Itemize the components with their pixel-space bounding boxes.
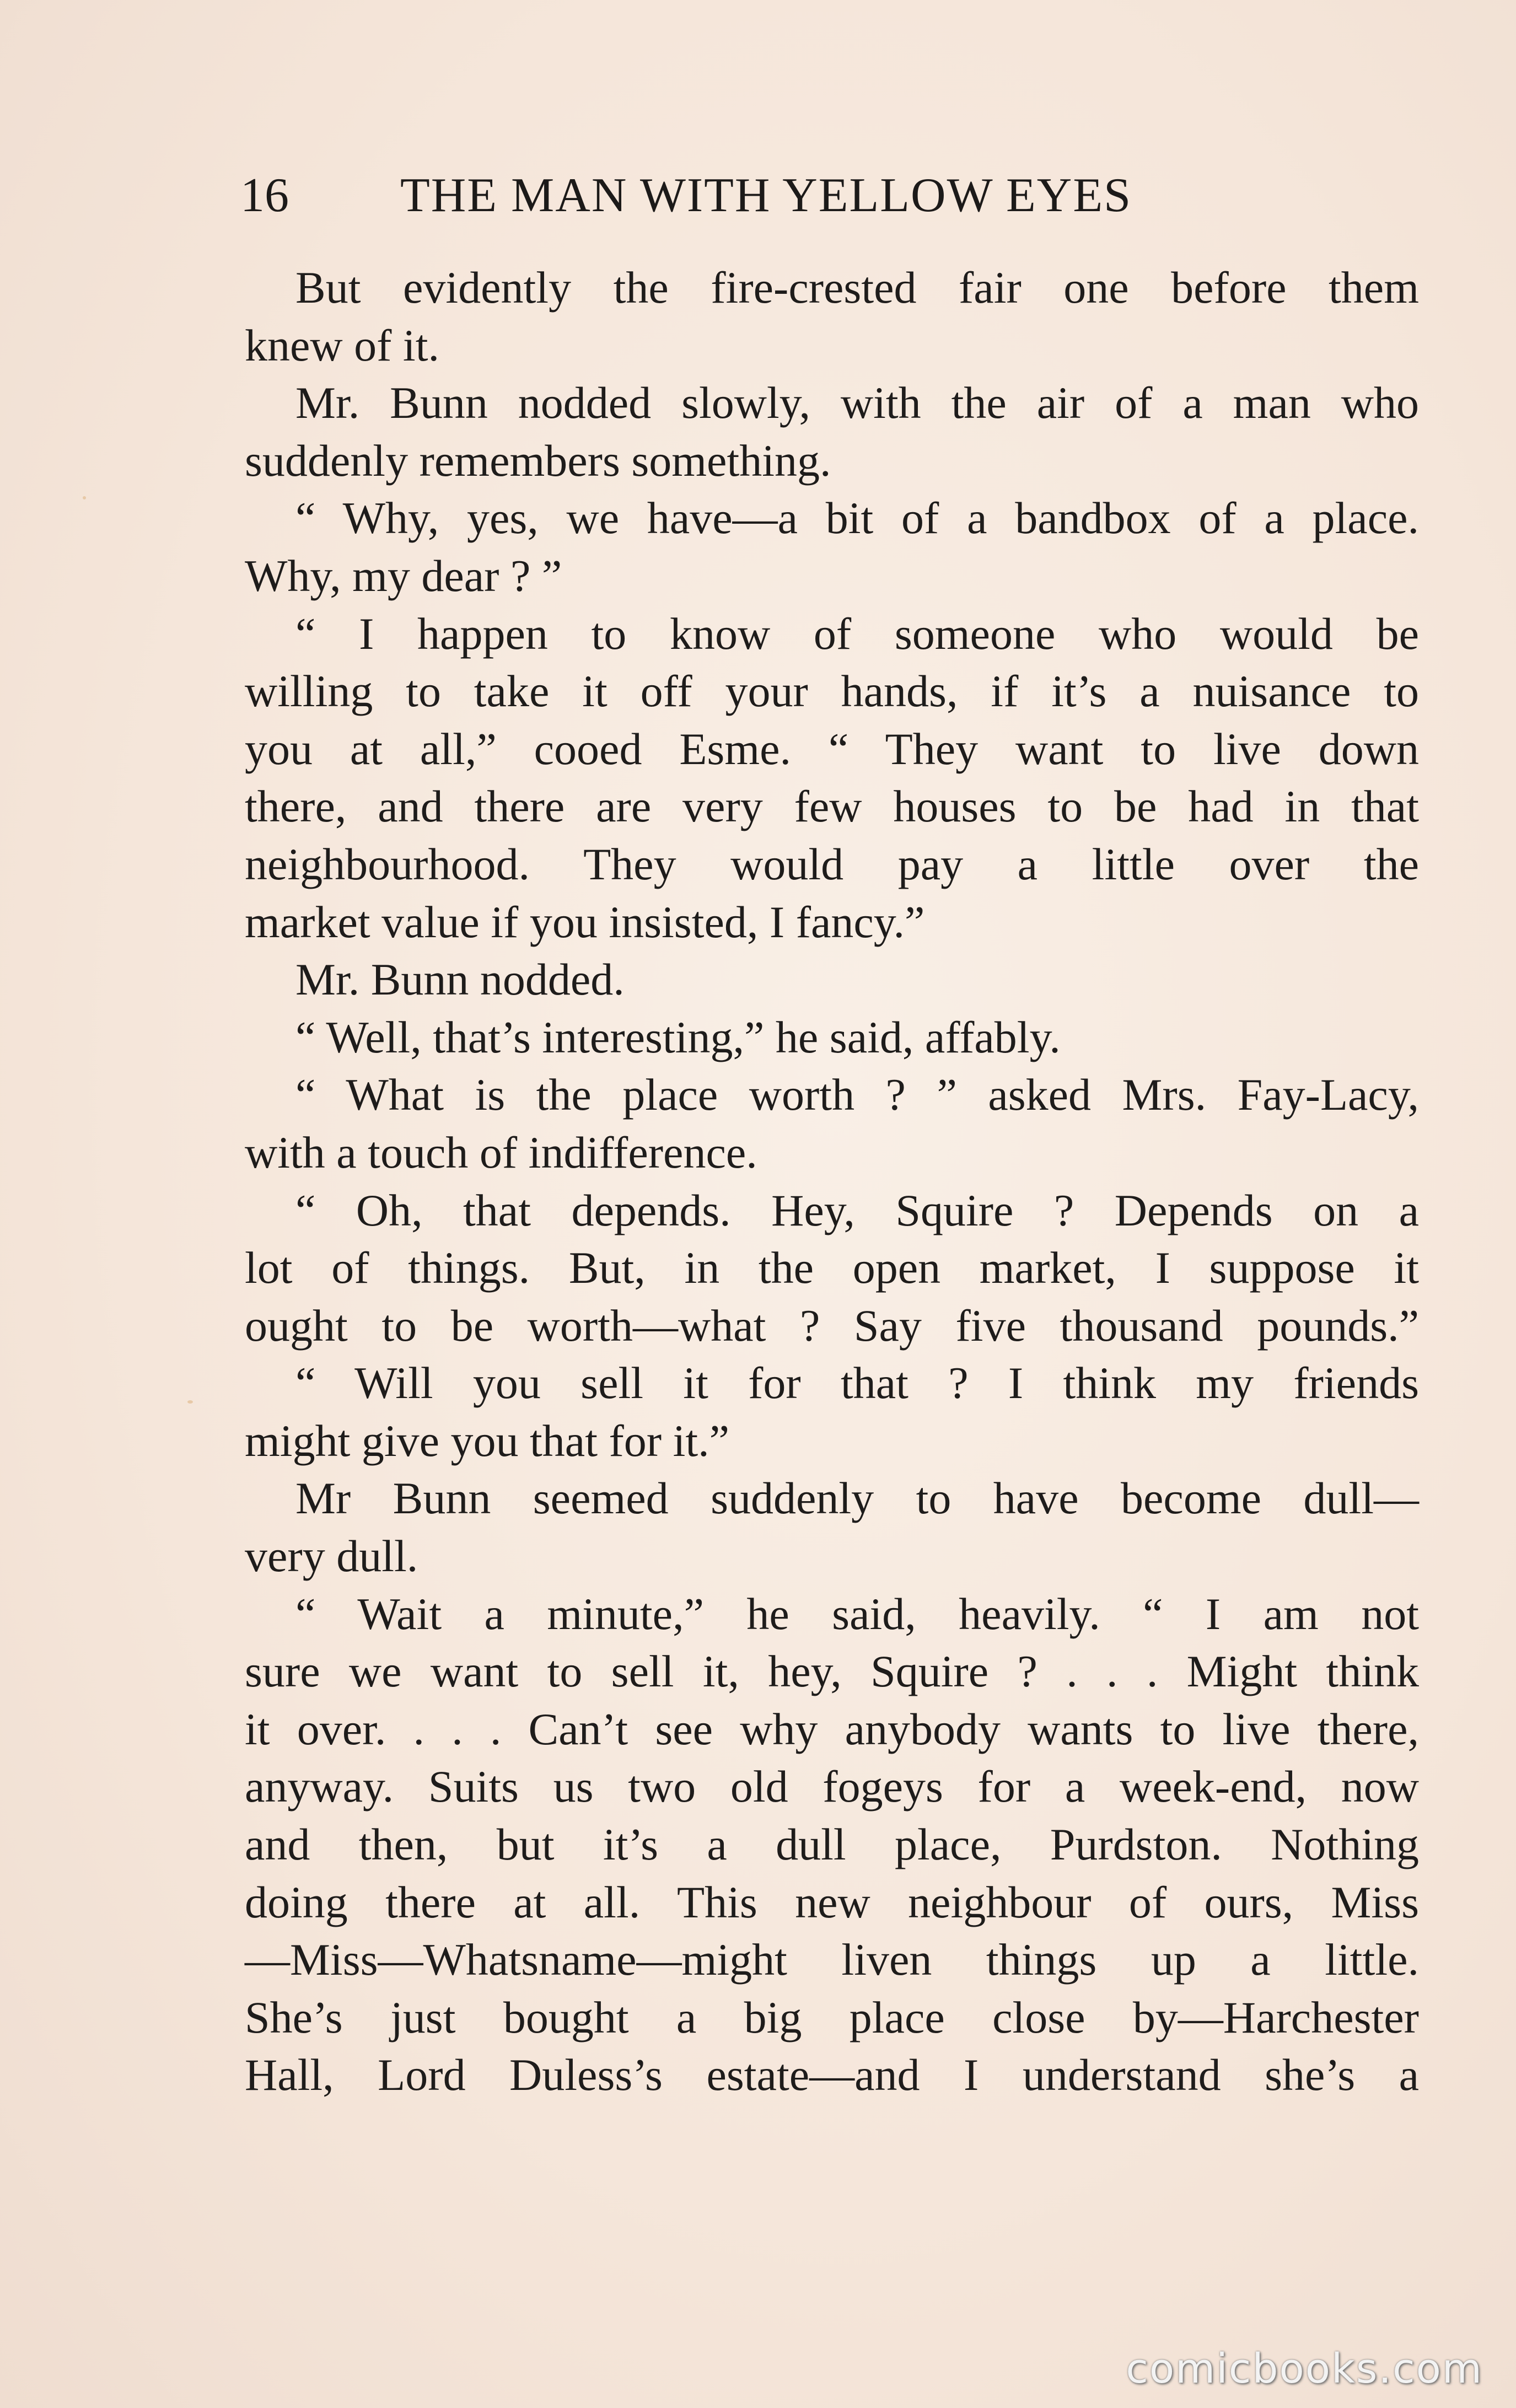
page-header: [240, 165, 1288, 226]
body-text: [245, 259, 1419, 2104]
text-line: Mr. Bunn nodded.: [295, 954, 625, 1005]
text-line: “ Well, that’s interesting,” he said, affably.: [295, 1012, 1061, 1062]
text-line: with a touch of indifference.: [245, 1127, 757, 1178]
paper-speck: [187, 1400, 193, 1404]
paper-speck: [83, 496, 86, 499]
text-line: lot of things. But, in the open market, I suppose it: [245, 1243, 1419, 1293]
text-line: it over. . . . Can’t see why anybody wants to live there,: [245, 1703, 1419, 1754]
text-line: “ What is the place worth ? ” asked Mrs. Fay-Lacy,: [295, 1069, 1419, 1120]
text-line: willing to take it off your hands, if it’s a nuisance to: [245, 666, 1419, 717]
text-line: knew of it.: [245, 320, 439, 370]
text-line: suddenly remembers something.: [245, 435, 831, 486]
watermark: comicbooks.com: [1126, 2345, 1483, 2393]
text-line: ought to be worth—what ? Say five thousand pounds.”: [245, 1300, 1419, 1351]
text-line: might give you that for it.”: [245, 1415, 730, 1466]
text-line: neighbourhood. They would pay a little over the: [245, 839, 1419, 889]
text-line: She’s just bought a big place close by—Harchester: [245, 1992, 1419, 2043]
text-line: But evidently the fire-crested fair one before them: [295, 262, 1419, 313]
text-line: “ Wait a minute,” he said, heavily. “ I am not: [295, 1588, 1419, 1639]
text-line: you at all,” cooed Esme. “ They want to live down: [245, 723, 1419, 774]
text-line: Mr Bunn seemed suddenly to have become dull—: [295, 1473, 1419, 1524]
text-line: “ Oh, that depends. Hey, Squire ? Depends on a: [295, 1185, 1419, 1235]
text-line: “ Why, yes, we have—a bit of a bandbox of a place.: [295, 493, 1419, 544]
page-number: 16: [240, 169, 289, 222]
text-line: “ I happen to know of someone who would be: [295, 608, 1419, 659]
text-line: —Miss—Whatsname—might liven things up a little.: [245, 1934, 1419, 1985]
running-title: THE MAN WITH YELLOW EYES: [400, 169, 1132, 222]
text-line: there, and there are very few houses to be had in that: [245, 781, 1419, 832]
text-line: market value if you insisted, I fancy.”: [245, 896, 925, 947]
text-line: sure we want to sell it, hey, Squire ? . . . Might think: [245, 1646, 1419, 1697]
text-line: and then, but it’s a dull place, Purdston. Nothing: [245, 1819, 1419, 1870]
text-line: “ Will you sell it for that ? I think my friends: [295, 1358, 1419, 1409]
text-line: Why, my dear ? ”: [245, 550, 562, 601]
text-line: very dull.: [245, 1531, 418, 1582]
text-line: Mr. Bunn nodded slowly, with the air of a man who: [295, 378, 1419, 428]
text-line: doing there at all. This new neighbour of ours, Miss: [245, 1877, 1419, 1927]
text-line: anyway. Suits us two old fogeys for a week-end, now: [245, 1761, 1419, 1812]
text-line: Hall, Lord Duless’s estate—and I understand she’s a: [245, 2050, 1419, 2100]
